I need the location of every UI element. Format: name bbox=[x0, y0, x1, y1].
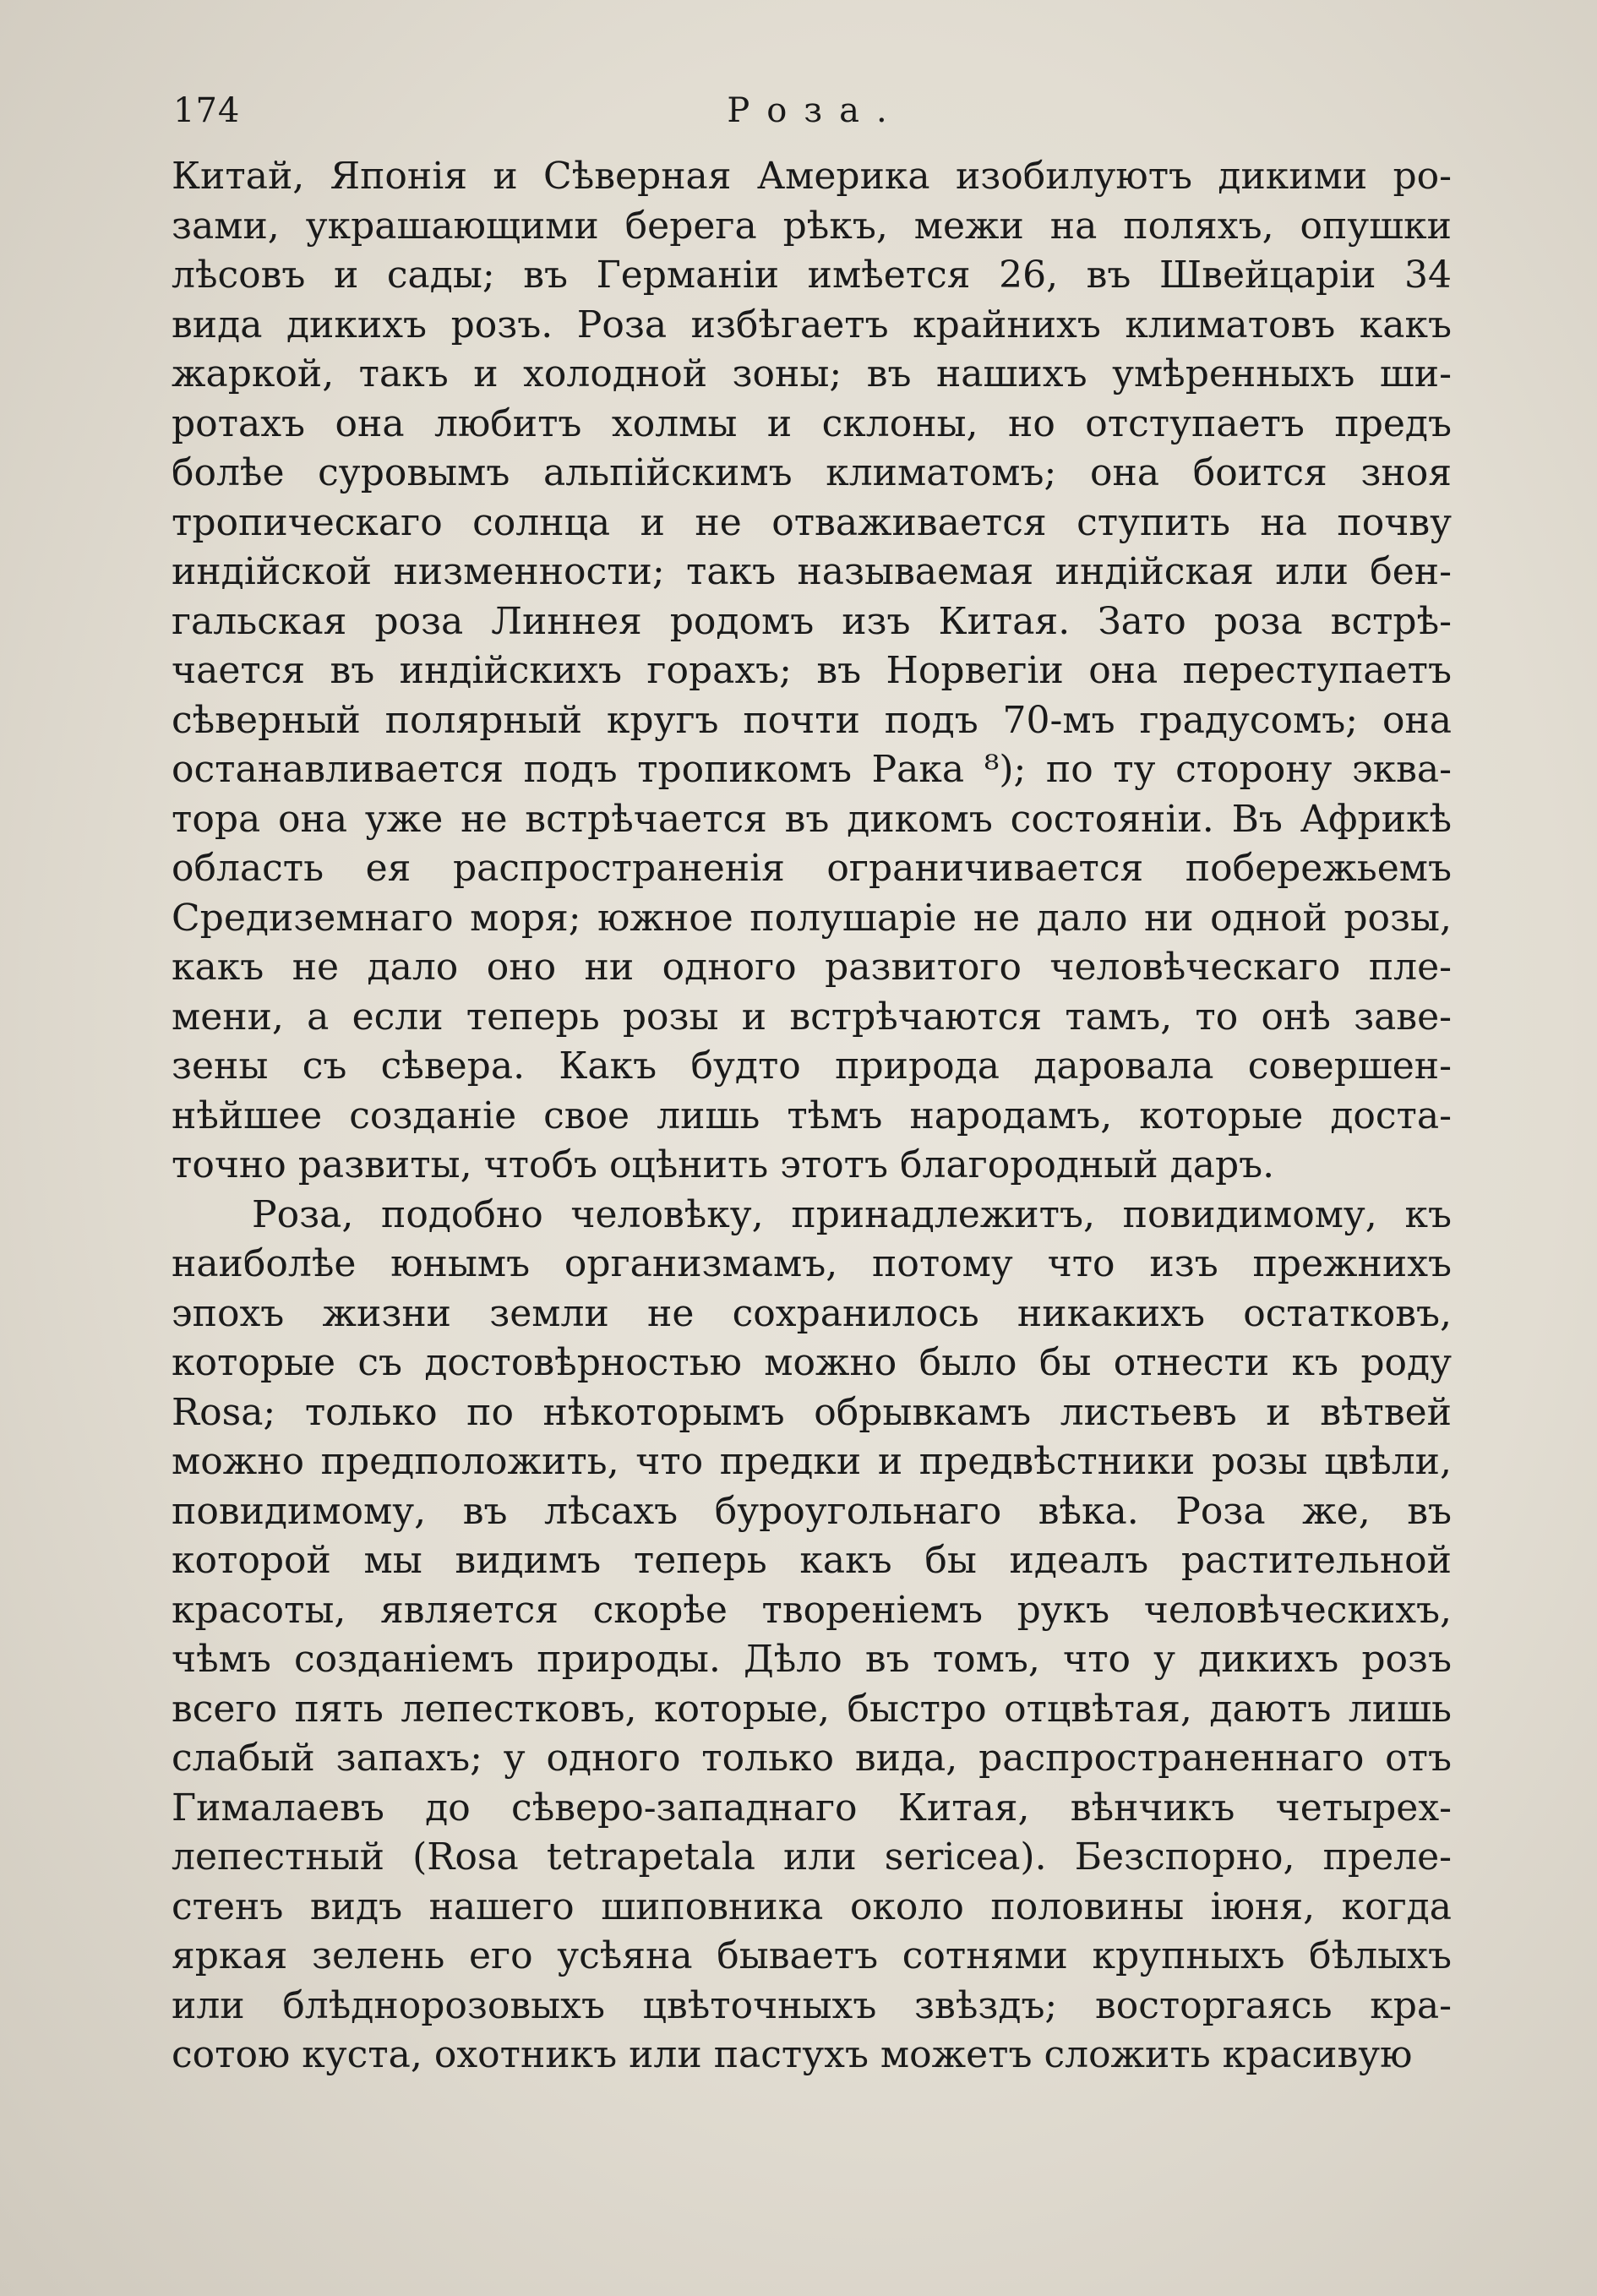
text-line: лѣсовъ и сады; въ Германіи имѣется 26, въ Швейцаріи 34 bbox=[172, 254, 1452, 297]
text-line: всего пять лепестковъ, которые, быстро отцвѣтая, даютъ лишь bbox=[172, 1687, 1452, 1731]
paragraph bbox=[172, 152, 1452, 1191]
text-line: красоты, является скорѣе твореніемъ рукъ человѣческихъ, bbox=[172, 1588, 1452, 1632]
text-line: Средиземнаго моря; южное полушаріе не дало ни одной розы, bbox=[172, 896, 1452, 940]
text-line: точно развиты, чтобъ оцѣнить этотъ благородный даръ. bbox=[172, 1143, 1275, 1186]
text-line: тропическаго солнца и не отваживается ступить на почву bbox=[172, 500, 1452, 544]
text-line: чается въ индійскихъ горахъ; въ Норвегіи она переступаетъ bbox=[172, 649, 1452, 692]
running-title: Роза. bbox=[727, 91, 904, 130]
text-line: можно предположить, что предки и предвѣстники розы цвѣли, bbox=[172, 1440, 1452, 1483]
text-line: яркая зелень его усѣяна бываетъ сотнями крупныхъ бѣлыхъ bbox=[172, 1934, 1452, 1977]
text-line: Rosa; только по нѣкоторымъ обрывкамъ листьевъ и вѣтвей bbox=[172, 1390, 1452, 1434]
body-text bbox=[172, 152, 1452, 2081]
text-line: которой мы видимъ теперь какъ бы идеалъ растительной bbox=[172, 1539, 1452, 1582]
text-line: гальская роза Линнея родомъ изъ Китая. Зато роза встрѣ- bbox=[172, 599, 1452, 643]
text-line: жаркой, такъ и холодной зоны; въ нашихъ умѣренныхъ ши- bbox=[172, 352, 1452, 395]
text-line: или блѣднорозовыхъ цвѣточныхъ звѣздъ; восторгаясь кра- bbox=[172, 1983, 1452, 2027]
text-line: болѣе суровымъ альпійскимъ климатомъ; она боится зноя bbox=[172, 451, 1452, 494]
text-line: индійской низменности; такъ называемая индійская или бен- bbox=[172, 550, 1452, 593]
text-line: какъ не дало оно ни одного развитого человѣческаго пле- bbox=[172, 946, 1452, 989]
text-line: лепестный (Rosa tetrapetala или sericea). Безспорно, преле- bbox=[172, 1835, 1452, 1879]
text-line: сѣверный полярный кругъ почти подъ 70-мъ градусомъ; она bbox=[172, 698, 1452, 742]
text-line: Гималаевъ до сѣверо-западнаго Китая, вѣнчикъ четырех- bbox=[172, 1786, 1452, 1830]
text-line: ротахъ она любитъ холмы и склоны, но отступаетъ предъ bbox=[172, 401, 1452, 445]
text-line: мени, а если теперь розы и встрѣчаются тамъ, то онѣ заве- bbox=[172, 995, 1452, 1039]
page-header bbox=[173, 91, 1458, 142]
text-line: останавливается подъ тропикомъ Рака ⁸); по ту сторону эква- bbox=[172, 748, 1452, 791]
text-line: зены съ сѣвера. Какъ будто природа даровала совершен- bbox=[172, 1044, 1452, 1088]
text-line: зами, украшающими берега рѣкъ, межи на поляхъ, опушки bbox=[172, 204, 1452, 248]
text-line: наиболѣе юнымъ организмамъ, потому что изъ прежнихъ bbox=[172, 1242, 1452, 1285]
page-number: 174 bbox=[173, 91, 241, 130]
text-line: тора она уже не встрѣчается въ дикомъ состояніи. Въ Африкѣ bbox=[172, 797, 1452, 841]
text-line: повидимому, въ лѣсахъ буроугольнаго вѣка. Роза же, въ bbox=[172, 1489, 1452, 1533]
text-line: нѣйшее созданіе свое лишь тѣмъ народамъ, которые доста- bbox=[172, 1093, 1452, 1137]
text-line: стенъ видъ нашего шиповника около половины іюня, когда bbox=[172, 1884, 1452, 1928]
text-line: слабый запахъ; у одного только вида, распространеннаго отъ bbox=[172, 1737, 1452, 1780]
text-line: Китай, Японія и Сѣверная Америка изобилуютъ дикими ро- bbox=[172, 155, 1452, 198]
text-line: сотою куста, охотникъ или пастухъ можетъ сложить красивую bbox=[172, 2033, 1413, 2076]
text-line: вида дикихъ розъ. Роза избѣгаетъ крайнихъ климатовъ какъ bbox=[172, 303, 1452, 346]
text-line: Роза, подобно человѣку, принадлежитъ, повидимому, къ bbox=[252, 1192, 1452, 1236]
text-line: область ея распространенія ограничивается побережьемъ bbox=[172, 847, 1452, 890]
paragraph bbox=[172, 1191, 1452, 2081]
text-line: эпохъ жизни земли не сохранилось никакихъ остатковъ, bbox=[172, 1291, 1452, 1335]
text-line: чѣмъ созданіемъ природы. Дѣло въ томъ, что у дикихъ розъ bbox=[172, 1638, 1452, 1681]
text-line: которые съ достовѣрностью можно было бы отнести къ роду bbox=[172, 1341, 1452, 1384]
